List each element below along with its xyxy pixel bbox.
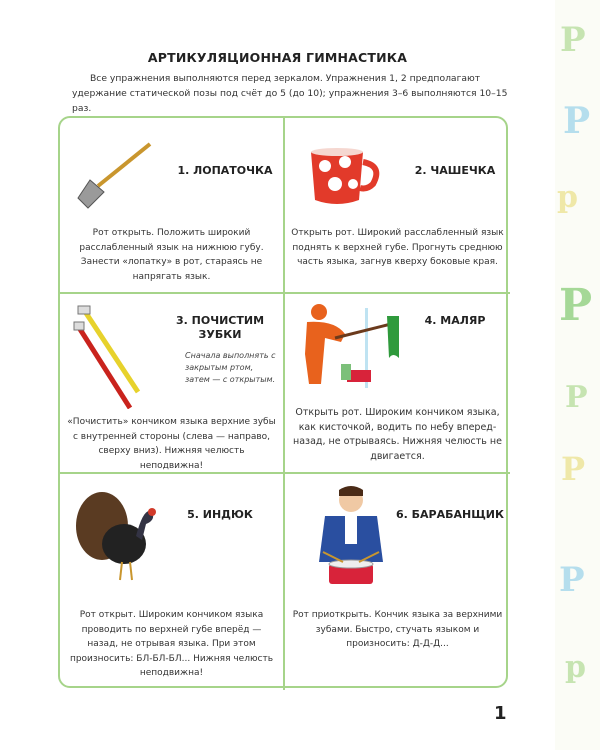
decorative-letter-strip [555,0,600,750]
drummer-illustration [303,482,403,600]
decorative-letter: Р [565,380,588,415]
shovel-illustration [68,136,158,216]
decorative-letter: Р [559,560,585,600]
exercise-heading: 6. БАРАБАНЩИК [395,508,505,521]
exercise-text: Рот открыть. Положить широкий расслабленный язык на нижнюю губу. Занести «лопатку» в рот, стараясь не напрягать язык. [79,228,264,282]
exercise-text: Рот приоткрыть. Кончик языка за верхними зубами. Быстро, стучать языком и произносить: Д-Д-Д... [292,610,503,649]
exercise-4 [285,294,510,474]
exercise-grid [58,116,508,688]
exercise-heading: 5. ИНДЮК [187,508,253,521]
exercise-6 [285,474,510,690]
exercise-1 [60,118,285,294]
decorative-letter: Р [561,450,586,488]
exercise-text: Открыть рот. Широким кончиком языка, как кисточкой, водить по небу вперед-назад, не отрываясь. Нижняя челюсть не двигается. [293,407,502,462]
turkey-illustration [72,486,162,586]
page-title: АРТИКУЛЯЦИОННАЯ ГИМНАСТИКА [147,50,408,65]
exercise-text: Открыть рот. Широкий расслабленный язык поднять к верхней губе. Прогнуть среднюю часть языка, загнув кверху боковые края. [291,228,504,267]
intro-paragraph: Все упражнения выполняются перед зеркалом. Упражнения 1, 2 предполагают удержание статической позы под счёт до 5 (до 10); упражнения 3–6 выполняются 10–15 раз. [72,73,508,114]
exercise-heading: 4. МАЛЯР [424,314,486,327]
decorative-letter: Р [559,280,593,331]
exercise-heading: 2. ЧАШЕЧКА [414,164,496,177]
decorative-letter: р [565,650,586,685]
painter-illustration [295,298,415,396]
decorative-letter: Р [560,20,586,60]
exercise-heading: 3. ПОЧИСТИМ ЗУБКИ [175,314,265,341]
decorative-letter: р [557,180,578,215]
cup-illustration [303,132,393,212]
toothbrush-illustration [72,304,152,409]
decorative-letter: Р [563,100,591,142]
exercise-note: Сначала выполнять с закрытым ртом, затем — с открытым. [185,351,276,384]
exercise-2 [285,118,510,294]
exercise-3 [60,294,285,474]
exercise-heading: 1. ЛОПАТОЧКА [177,164,273,177]
exercise-5 [60,474,285,690]
exercise-text: «Почистить» кончиком языка верхние зубы с внутренней стороны (слева — направо, сверху вниз). Нижняя челюсть неподвижна! [67,417,276,471]
page-number: 1 [494,703,507,724]
exercise-text: Рот открыт. Широким кончиком языка проводить по верхней губе вперёд — назад, не отрывая языка. При этом произносить: БЛ-БЛ-БЛ... Нижняя челюсть неподвижна! [69,610,274,678]
